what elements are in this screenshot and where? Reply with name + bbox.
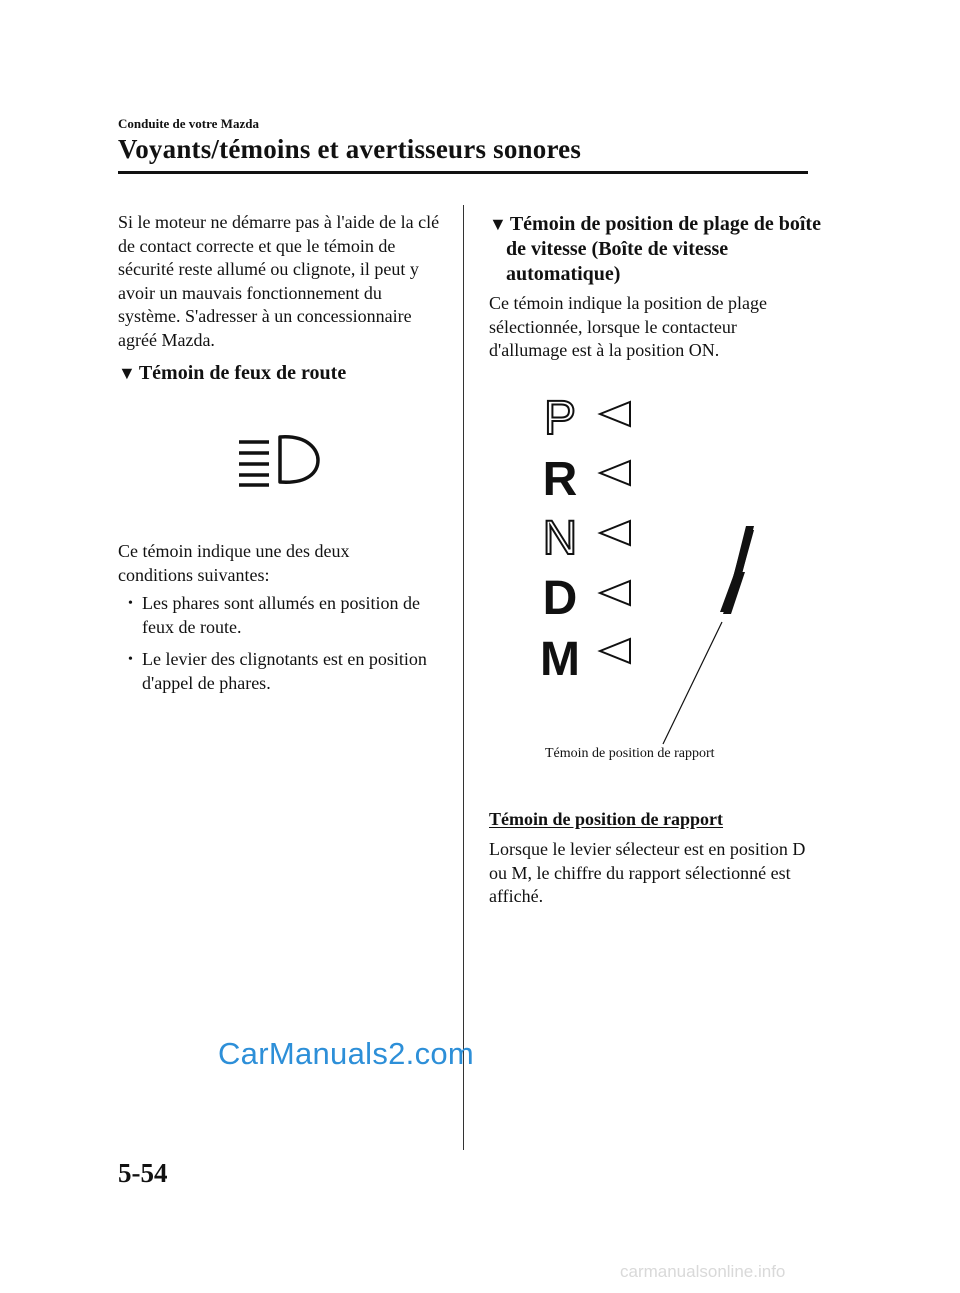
high-beam-indicator-icon [236,432,326,492]
triangle-down-icon: ▼ [118,363,136,383]
chapter-label: Conduite de votre Mazda [118,116,259,131]
gear-letter-d: D [542,572,578,625]
triangle-pointer-icon [600,639,630,663]
gear-paragraph: Lorsque le levier sélecteur est en position D ou M, le chiffre du rapport sélectionné est affiché. [489,839,806,906]
conditions-intro: Ce témoin indique une des deux conditions suivantes: [118,541,350,585]
page-number: 5-54 [118,1158,168,1188]
callout-line [663,622,722,744]
intro-paragraph: Si le moteur ne démarre pas à l'aide de la clé de contact correcte et que le témoin de sécurité reste allumé ou clignote, il peut y avoir un mauvais fonctionnement du système. S'adresser à un concessionnaire agréé Mazda. [118,212,440,350]
gear-letter-p: P [543,392,577,445]
triangle-pointer-icon [600,581,630,605]
gear-letter-r: R [542,453,578,506]
header-rule [118,171,808,174]
range-heading-text: Témoin de position de plage de boîte de vitesse (Boîte de vitesse automatique) [506,213,821,285]
gear-caption: Témoin de position de rapport [545,746,715,761]
triangle-pointer-icon [600,461,630,485]
list-item: • Les phares sont allumés en position de feux de route. [118,592,448,639]
list-item: • Le levier des clignotants est en position d'appel de phares. [118,648,448,695]
gear-letter-m: M [540,633,580,686]
footer-site-link[interactable]: carmanualsonline.info [620,1262,786,1281]
conditions-list [118,592,448,704]
range-heading [489,212,826,287]
range-paragraph: Ce témoin indique la position de plage sélectionnée, lorsque le contacteur d'allumage est à la position ON. [489,293,767,360]
gear-range-diagram [520,390,780,730]
triangle-pointer-icon [600,521,630,545]
gear-letter-n: N [542,512,578,565]
gear-subheading: Témoin de position de rapport [489,809,724,829]
column-divider [463,205,464,1150]
high-beam-heading [118,361,346,386]
watermark-link[interactable]: CarManuals2.com [218,1036,475,1071]
triangle-pointer-icon [600,402,630,426]
section-title: Voyants/témoins et avertisseurs sonores [118,134,582,164]
triangle-down-icon: ▼ [489,214,507,234]
high-beam-heading-text: Témoin de feux de route [138,362,347,384]
